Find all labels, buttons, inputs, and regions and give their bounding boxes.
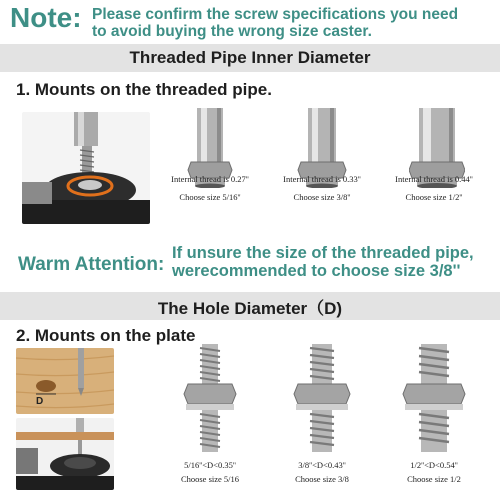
pipe-thread-caption-1: Internal thread is 0.27'' bbox=[171, 174, 249, 184]
warm-attention-line-1: If unsure the size of the threaded pipe, bbox=[172, 244, 474, 262]
note-text bbox=[92, 6, 492, 40]
pipe-item-5-16 bbox=[150, 108, 270, 234]
bolt-large-image bbox=[402, 340, 466, 456]
step-title-threaded-pipe: 1. Mounts on the threaded pipe. bbox=[16, 80, 272, 99]
plate-caster-photo bbox=[16, 418, 114, 490]
bolt-item-5-16 bbox=[150, 340, 270, 490]
pipe-item-3-8 bbox=[262, 108, 382, 234]
warm-attention-text bbox=[172, 244, 492, 280]
bolt-size-caption-1: Choose size 5/16 bbox=[180, 474, 240, 484]
bolt-range-caption-1: 5/16''<D<0.35'' bbox=[184, 460, 236, 470]
bolt-item-3-8 bbox=[262, 340, 382, 490]
warm-attention-label: Warm Attention: bbox=[18, 254, 165, 275]
section-bar-threaded-pipe: Threaded Pipe Inner Diameter bbox=[0, 44, 500, 72]
pipe-size-caption-2: Choose size 3/8'' bbox=[293, 192, 351, 202]
bolt-size-caption-3: Choose size 1/2 bbox=[407, 474, 461, 484]
bolt-item-1-2 bbox=[374, 340, 494, 490]
note-line-1: Please confirm the screw specifications you need bbox=[92, 6, 459, 23]
threaded-pipe-photo-illustration bbox=[22, 112, 150, 224]
step-title-plate: 2. Mounts on the plate bbox=[16, 326, 196, 345]
warm-attention-line-2: werecommended to choose size 3/8'' bbox=[172, 262, 461, 280]
pipe-item-1-2 bbox=[374, 108, 494, 234]
plate-drill-illustration bbox=[16, 348, 114, 414]
plate-drill-photo bbox=[16, 348, 114, 414]
bolt-size-caption-2: Choose size 3/8 bbox=[295, 474, 349, 484]
threaded-pipe-photo bbox=[22, 112, 150, 224]
pipe-size-caption-1: Choose size 5/16'' bbox=[179, 192, 241, 202]
section-bar-hole-diameter: The Hole Diameter（D) bbox=[0, 292, 500, 320]
bolt-medium-image bbox=[290, 340, 354, 456]
note-label: Note: bbox=[10, 2, 82, 33]
plate-caster-illustration bbox=[16, 418, 114, 490]
pipe-size-caption-3: Choose size 1/2'' bbox=[405, 192, 463, 202]
note-line-2: to avoid buying the wrong size caster. bbox=[92, 23, 372, 40]
plate-diameter-label: D bbox=[36, 396, 44, 407]
bolt-small-image bbox=[178, 340, 242, 456]
pipe-thread-caption-3: Internal thread is 0.44'' bbox=[395, 174, 473, 184]
bolt-range-caption-3: 1/2''<D<0.54'' bbox=[410, 460, 458, 470]
pipe-thread-caption-2: Internal thread is 0.33'' bbox=[283, 174, 361, 184]
bolt-range-caption-2: 3/8''<D<0.43'' bbox=[298, 460, 346, 470]
